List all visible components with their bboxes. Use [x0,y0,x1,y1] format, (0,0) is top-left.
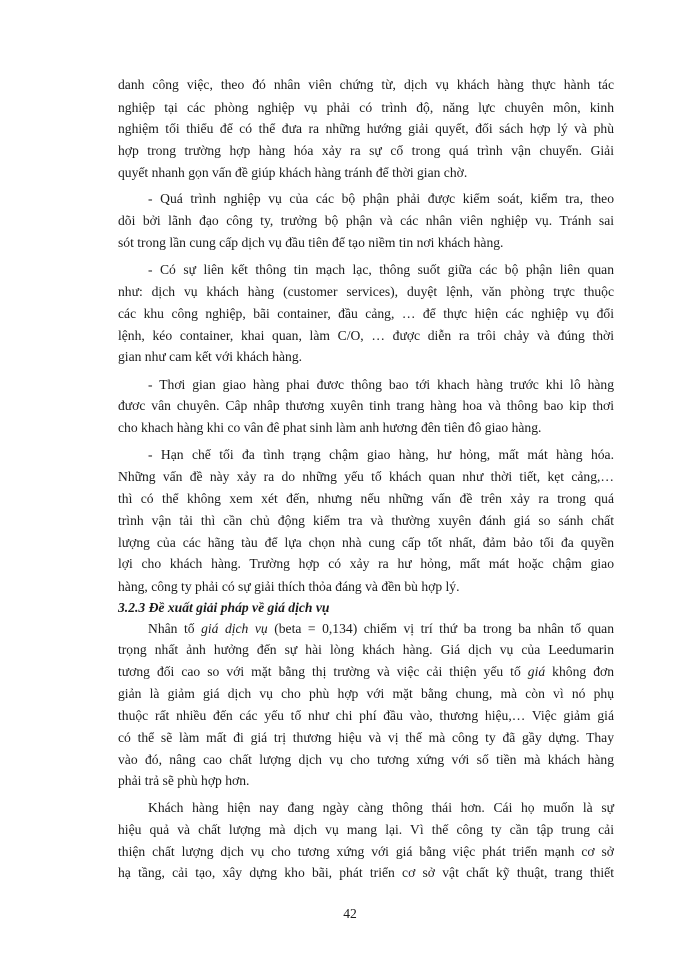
text-line: các khu công nghiệp, bãi container, đầu cảng, … để thực hiện các nghiệp vụ đổi [118,306,614,321]
text-line: Những vấn đề này xảy ra do những yếu tố khách quan như thời tiết, kẹt cảng,… [118,469,614,484]
text-line: thiện chất lượng dịch vụ cho tương xứng với giá bằng việc phát triển mạnh cơ sở [118,844,614,859]
text-line: thì có thể không xem xét đến, nhưng nếu những vấn đề trên xảy ra trong quá [118,491,614,506]
text-line: hiệu quả và chất lượng mà dịch vụ mang lại. Vì thế công ty cần tập trung cải [118,822,614,837]
text-line: trình vận tải thì cần chủ động kiểm tra và thường xuyên đánh giá so sánh chất [118,513,614,528]
text-line: nghiệp tại các phòng nghiệp vụ phải có trình độ, năng lực chuyên môn, kinh [118,100,614,115]
text-line: - Hạn chế tối đa tình trạng chậm giao hàng, hư hỏng, mất mát hàng hóa. [148,447,614,462]
text-line: thuộc rất nhiều đến các yếu tố như chi phí đầu vào, thương hiệu,… Việc giảm giá [118,708,614,723]
text-line: - Có sự liên kết thông tin mạch lạc, thông suốt giữa các bộ phận liên quan [148,262,614,277]
text-line: vào đó, nâng cao chất lượng dịch vụ cho tương xứng với số tiền mà khách hàng [118,752,614,767]
text-line: danh công việc, theo đó nhân viên chứng từ, dịch vụ khách hàng thực hành tác [118,77,614,92]
text-line: trọng nhất ảnh hưởng đến sự hài lòng khách hàng. Giá dịch vụ của Leedumarin [118,642,614,657]
text-line: giản là giảm giá dịch vụ cho phù hợp với mặt bằng chung, mà còn vì nó phụ [118,686,614,701]
page-number: 42 [343,906,357,921]
text-line: hợp trong trường hợp hàng hóa xảy ra sự cố trong quá trình vận chuyển. Giải [118,143,614,158]
text-line: lệnh, kéo container, khai quan, làm C/O, … được diễn ra trôi chảy và đúng thời [118,328,614,343]
text-line: quyết nhanh gọn vấn đề giúp khách hàng tránh để thời gian chờ. [118,165,468,180]
emphasis-term: giá dịch vụ [201,621,268,636]
text-line: như: dịch vụ khách hàng (customer services), duyệt lệnh, văn phòng trực thuộc [118,284,614,299]
text-line: hàng, công ty phải có sự giải thích thỏa đáng và đền bù hợp lý. [118,579,460,594]
text-line: Nhân tố giá dịch vụ (beta = 0,134) chiếm vị trí thứ ba trong ba nhân tố quan [148,621,614,636]
text-line: dõi bởi lãnh đạo công ty, trưởng bộ phận và các nhân viên nghiệp vụ. Tránh sai [118,213,614,228]
text-line: phải trả sẽ phù hợp hơn. [118,773,250,788]
text-line: cho khach hàng khi co vân đê phat sinh làm anh hương đên tiên đô giao hàng. [118,420,542,435]
text-line: lượng của các hãng tàu để lựa chọn nhà cung cấp tốt nhất, đảm bảo tối đa quyền [118,535,614,550]
text-line: đươc vân chuyên. Câp nhâp thương xuyên tinh trang hàng hoa và thông bao kip thơi [118,398,614,413]
text-line: sót trong lần cung cấp dịch vụ đầu tiên để tạo niềm tin nơi khách hàng. [118,235,504,250]
text-line: lợi cho khách hàng. Trường hợp có xảy ra hư hỏng, mất mát hoặc chậm giao [118,556,614,571]
text-line: Khách hàng hiện nay đang ngày càng thông thái hơn. Cái họ muốn là sự [148,800,614,815]
text-line: có thể sẽ làm mất đi giá trị thương hiệu và vị thế mà công ty đã gầy dựng. Thay [118,730,614,745]
text-line: gian như cam kết với khách hàng. [118,349,303,364]
text-line: hạ tầng, cải tạo, xây dựng kho bãi, phát triển cơ sở vật chất kỹ thuật, trang thiết [118,865,614,880]
text-line: - Quá trình nghiệp vụ của các bộ phận phải được kiểm soát, kiểm tra, theo [148,191,614,206]
emphasis-term: giá [527,664,546,679]
text-line: tương đối cao so với mặt bằng thị trường và việc cải thiện yếu tố giá không đơn [118,664,614,679]
text-line: - Thơi gian giao hàng phai đươc thông bao tới khach hàng trước khi lô hàng [148,377,614,392]
section-heading: 3.2.3 Đề xuất giải pháp về giá dịch vụ [118,600,330,615]
text-line: nghiệm tối thiểu để có thể đưa ra những hướng giải quyết, đối sách hợp lý và phù [118,121,614,136]
